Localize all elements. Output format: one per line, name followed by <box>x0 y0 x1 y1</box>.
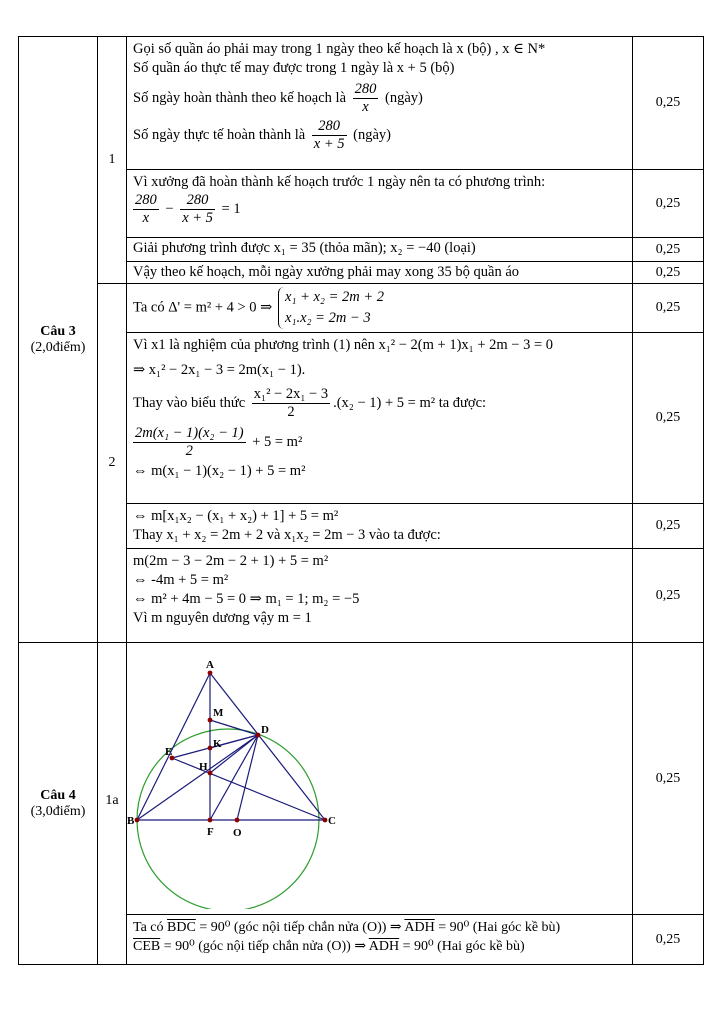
text-span: Ta có Δ' = m² + 4 > 0 ⇒ <box>133 299 273 316</box>
fraction <box>133 192 159 227</box>
text-line <box>133 81 626 116</box>
part-label-1: 1 <box>98 37 127 284</box>
equation-system <box>278 287 384 329</box>
text-span: Thay vào biểu thức <box>133 394 246 411</box>
text-span: + 5 = m² <box>252 433 303 450</box>
geometry-figure <box>127 647 357 909</box>
fraction-numerator: 280 <box>180 192 215 210</box>
text-span: = 90⁰ (góc nội tiếp chắn nửa (O)) ⇒ <box>195 920 405 935</box>
angle-symbol: $\overline{BDC}$ <box>167 920 196 935</box>
fraction-numerator: 280 <box>354 81 377 97</box>
text-span: = 90⁰ (Hai góc kề bù) <box>434 920 561 935</box>
question-cell-cau4 <box>19 643 98 965</box>
question-points: (3,0điểm) <box>30 803 86 819</box>
label-K: K <box>213 738 222 750</box>
fraction-denominator: x <box>362 99 369 115</box>
label-O: O <box>233 827 242 839</box>
question-cell-cau3 <box>19 37 98 643</box>
question-points: (2,0điểm) <box>30 339 86 355</box>
text-line <box>133 918 626 937</box>
answer-sheet <box>18 36 704 965</box>
score-cell: 0,25 <box>633 643 704 915</box>
score-cell: 0,25 <box>633 37 704 170</box>
solution-step <box>127 238 633 262</box>
label-E: E <box>165 746 173 758</box>
text-line: ⇒ x₁² − 2x₁ − 3 = 2m(x₁ − 1). <box>133 362 306 378</box>
label-B: B <box>127 815 135 827</box>
label-A: A <box>206 659 214 671</box>
text-line: Vì x1 là nghiệm của phương trình (1) nên x₁² − 2(m + 1)x₁ + 2m − 3 = 0 <box>133 337 554 353</box>
fraction-denominator: x <box>142 210 150 226</box>
text-span: − <box>165 200 174 217</box>
fraction-denominator: x + 5 <box>182 210 213 226</box>
text-span: (ngày) <box>385 89 423 106</box>
fraction-numerator: 280 <box>135 192 157 208</box>
solution-step <box>127 37 633 170</box>
text-span: Ta có <box>133 920 168 935</box>
table-row <box>19 643 704 915</box>
text-span: Số ngày hoàn thành theo kế hoạch là <box>133 89 347 106</box>
fraction-numerator: 2m(x₁ − 1)(x₂ − 1) <box>135 425 244 441</box>
text-line: ⇔ -4m + 5 = m² <box>133 572 229 588</box>
part-label-1a: 1a <box>98 643 127 965</box>
score-cell: 0,25 <box>633 170 704 238</box>
figure-points <box>135 671 328 823</box>
fraction <box>133 425 246 460</box>
score-cell: 0,25 <box>633 915 704 965</box>
text-span: = 1 <box>221 200 241 217</box>
solution-step <box>127 333 633 504</box>
text-span: Số ngày thực tế hoàn thành là <box>133 126 306 143</box>
question-title: Câu 4 <box>40 787 76 803</box>
label-F: F <box>207 826 214 838</box>
solution-step <box>127 504 633 549</box>
fraction-denominator: 2 <box>185 443 193 459</box>
angle-symbol: $\overline{ADH}$ <box>368 939 400 954</box>
text-line <box>133 287 626 329</box>
text-line <box>133 425 626 460</box>
angle-symbol: $\overline{ADH}$ <box>404 920 435 935</box>
text-span: ta được: <box>438 394 487 411</box>
label-H: H <box>199 761 208 773</box>
text-span: = 90⁰ (Hai góc kề bù) <box>399 939 525 954</box>
system-equation: x₁.x₂ = 2m − 3 <box>284 310 371 326</box>
score-cell: 0,25 <box>633 262 704 284</box>
fraction-denominator: x + 5 <box>313 136 345 152</box>
text-line: ⇔ m² + 4m − 5 = 0 ⇒ m₁ = 1; m₂ = −5 <box>133 591 360 607</box>
system-equation: x₁ + x₂ = 2m + 2 <box>284 289 384 305</box>
text-line <box>133 118 626 153</box>
question-title: Câu 3 <box>40 323 76 339</box>
fraction <box>180 192 215 227</box>
solution-step <box>127 284 633 333</box>
fraction <box>353 81 379 116</box>
text-line <box>133 386 626 421</box>
fraction-numerator: x₁² − 2x₁ − 3 <box>253 386 329 402</box>
text-line: Gọi số quần áo phải may trong 1 ngày theo kế hoạch là x (bộ) , x ∈ N* <box>133 41 546 57</box>
label-C: C <box>328 815 336 827</box>
text-line <box>133 937 626 956</box>
score-cell: 0,25 <box>633 284 704 333</box>
grading-table <box>18 36 704 965</box>
fraction-denominator: 2 <box>287 404 295 420</box>
label-D: D <box>261 724 269 736</box>
solution-step <box>127 262 633 284</box>
fraction <box>312 118 347 153</box>
table-row <box>19 37 704 170</box>
fraction <box>252 386 330 421</box>
text-line: Giải phương trình được x₁ = 35 (thỏa mãn); x₂ = −40 (loại) <box>133 240 476 256</box>
text-line: m(2m − 3 − 2m − 2 + 1) + 5 = m² <box>133 553 329 569</box>
text-span: (ngày) <box>353 126 391 143</box>
score-cell: 0,25 <box>633 333 704 504</box>
solution-step <box>127 549 633 643</box>
text-line: Thay x₁ + x₂ = 2m + 2 và x₁x₂ = 2m − 3 vào ta được: <box>133 527 441 543</box>
text-line: Vì xưởng đã hoàn thành kế hoạch trước 1 ngày nên ta có phương trình: <box>133 174 546 190</box>
text-line: ⇔ m[x₁x₂ − (x₁ + x₂) + 1] + 5 = m² <box>133 508 339 524</box>
text-span: .(x₂ − 1) + 5 = m² <box>333 394 436 411</box>
text-line: Số quần áo thực tế may được trong 1 ngày là x + 5 (bộ) <box>133 60 455 76</box>
solution-step <box>127 170 633 238</box>
part-label-2: 2 <box>98 284 127 643</box>
angle-symbol: $\overline{CEB}$ <box>133 939 161 954</box>
text-span: = 90⁰ (góc nội tiếp chắn nửa (O)) ⇒ <box>160 939 369 954</box>
fraction-numerator: 280 <box>312 118 347 136</box>
text-line: ⇔ m(x₁ − 1)(x₂ − 1) + 5 = m² <box>133 463 306 479</box>
table-row <box>19 284 704 333</box>
score-cell: 0,25 <box>633 504 704 549</box>
label-M: M <box>213 707 224 719</box>
score-cell: 0,25 <box>633 238 704 262</box>
solution-step <box>127 915 633 965</box>
score-cell: 0,25 <box>633 549 704 643</box>
figure-cell <box>127 643 633 915</box>
text-line <box>133 192 626 227</box>
text-line: Vì m nguyên dương vậy m = 1 <box>133 610 312 626</box>
text-line: Vậy theo kế hoạch, mỗi ngày xưởng phải may xong 35 bộ quần áo <box>133 264 519 280</box>
